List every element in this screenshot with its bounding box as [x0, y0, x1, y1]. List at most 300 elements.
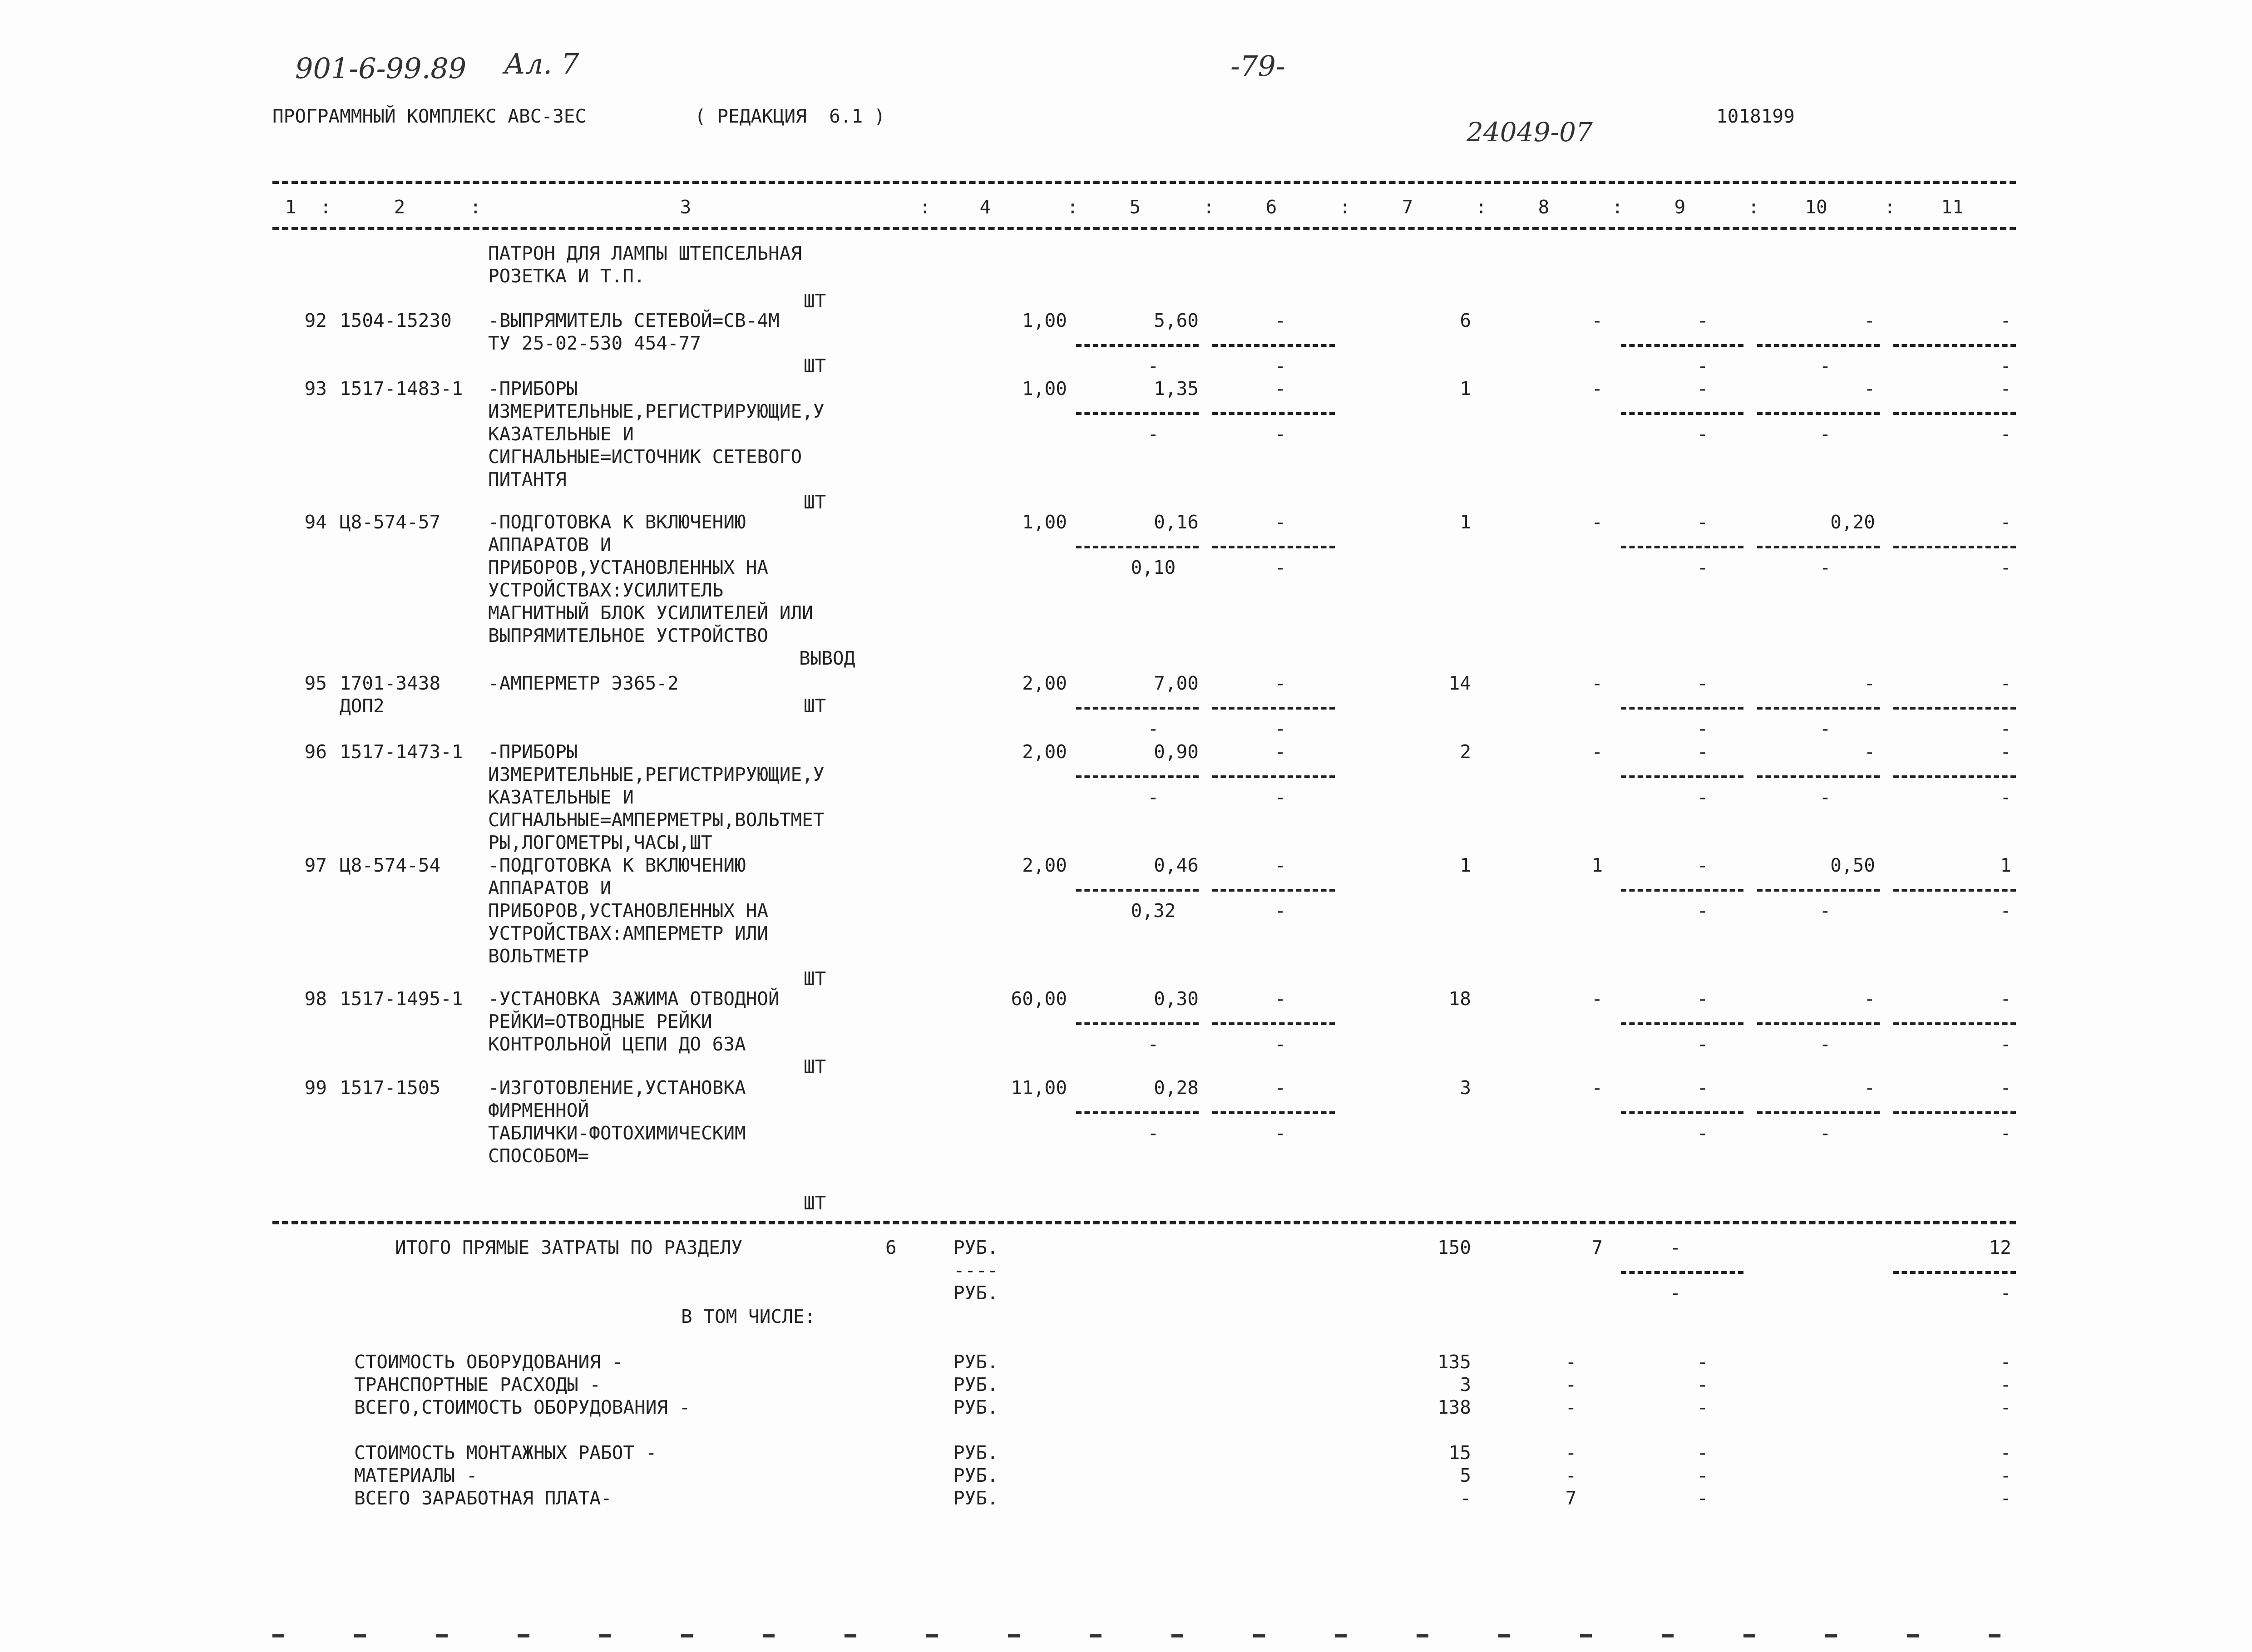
- col6-rule: [1212, 546, 1335, 548]
- perforation-mark: [1090, 1634, 1101, 1637]
- summary-col11: -: [2000, 1487, 2011, 1509]
- col11-cell: -: [2000, 310, 2011, 331]
- perforation-mark: [926, 1634, 938, 1637]
- total-col9-rule: [1621, 1271, 1743, 1274]
- summary-col11: -: [2000, 1374, 2011, 1396]
- column-separator: :: [470, 196, 481, 218]
- col5-cell: 1,35: [1154, 378, 1199, 399]
- col5-rule: [1076, 1022, 1199, 1025]
- col10-cell: -: [1864, 378, 1875, 399]
- summary-col9: -: [1697, 1374, 1709, 1396]
- perforation-mark: [1743, 1634, 1755, 1637]
- header-rule-bottom: [272, 227, 2016, 230]
- summary-col7: 135: [1437, 1351, 1471, 1373]
- col9-lower-cell: -: [1697, 1122, 1709, 1144]
- perforation-mark: [681, 1634, 693, 1637]
- column-separator: :: [1612, 196, 1623, 218]
- header-rule-top: [272, 181, 2016, 184]
- perforation-mark: [763, 1634, 775, 1637]
- unit-label: ШТ: [804, 968, 826, 990]
- row-code: 1517-1505: [340, 1077, 441, 1099]
- program-title: ПРОГРАММНЫЙ КОМПЛЕКС АВС-3ЕС: [272, 105, 587, 127]
- column-number-1: 1: [285, 196, 296, 218]
- col5-cell: 5,60: [1154, 310, 1199, 331]
- col9-rule: [1621, 1022, 1743, 1025]
- description-line: КАЗАТЕЛЬНЫЕ И: [488, 786, 634, 808]
- col7-cell: 1: [1460, 511, 1471, 533]
- col8-cell: 1: [1591, 854, 1603, 876]
- description-line: -ПОДГОТОВКА К ВКЛЮЧЕНИЮ: [488, 511, 746, 533]
- row-number: 97: [304, 854, 327, 876]
- col8-cell: -: [1591, 511, 1603, 533]
- perforation-mark: [1580, 1634, 1592, 1637]
- col10-cell: -: [1864, 310, 1875, 331]
- description-line: ВОЛЬТМЕТР: [488, 945, 589, 967]
- col9-lower-cell: -: [1697, 355, 1709, 377]
- col6-cell: -: [1274, 511, 1286, 533]
- col10-lower-cell: -: [1819, 557, 1831, 578]
- col10-rule: [1757, 546, 1880, 548]
- col11-cell: -: [2000, 378, 2011, 399]
- col11-lower-cell: -: [2000, 786, 2011, 808]
- column-number-9: 9: [1674, 196, 1686, 218]
- perforation-mark: [1662, 1634, 1674, 1637]
- col6-cell: -: [1274, 378, 1286, 399]
- qty-cell: 2,00: [1022, 672, 1067, 694]
- total-col8: 7: [1591, 1237, 1603, 1258]
- total-col11-lower: -: [2000, 1282, 2011, 1304]
- perforation-mark: [599, 1634, 611, 1637]
- description-line: ТАБЛИЧКИ-ФОТОХИМИЧЕСКИМ: [488, 1122, 746, 1144]
- col9-rule: [1621, 775, 1743, 778]
- description-line: ПРИБОРОВ,УСТАНОВЛЕННЫХ НА: [488, 557, 769, 578]
- col5-rule: [1076, 412, 1199, 415]
- col6-rule: [1212, 775, 1335, 778]
- description-line: ИЗМЕРИТЕЛЬНЫЕ,РЕГИСТРИРУЮЩИЕ,У: [488, 400, 825, 422]
- qty-cell: 2,00: [1022, 741, 1067, 763]
- col6-cell: -: [1274, 1077, 1286, 1099]
- total-col11-rule: [1893, 1271, 2016, 1274]
- col5-rule: [1076, 546, 1199, 548]
- total-currency-2: РУБ.: [953, 1282, 998, 1304]
- column-separator: :: [1067, 196, 1078, 218]
- col9-cell: -: [1697, 672, 1709, 694]
- summary-col11: -: [2000, 1351, 2011, 1373]
- col10-lower-cell: -: [1819, 1122, 1831, 1144]
- summary-col7: -: [1460, 1487, 1471, 1509]
- col9-cell: -: [1697, 854, 1709, 876]
- description-line: ТУ 25-02-530 454-77: [488, 332, 701, 354]
- qty-cell: 1,00: [1022, 511, 1067, 533]
- unit-label: ВЫВОД: [799, 647, 855, 669]
- total-col7: 150: [1437, 1237, 1471, 1258]
- col11-lower-cell: -: [2000, 718, 2011, 740]
- including-heading: В ТОМ ЧИСЛЕ:: [681, 1306, 816, 1327]
- perforation-mark: [436, 1634, 448, 1637]
- summary-col9: -: [1697, 1351, 1709, 1373]
- summary-col8: -: [1565, 1442, 1577, 1464]
- col9-cell: -: [1697, 378, 1709, 399]
- col8-cell: -: [1591, 988, 1603, 1010]
- col7-cell: 1: [1460, 378, 1471, 399]
- col11-cell: -: [2000, 741, 2011, 763]
- col5-lower-cell: -: [1147, 1033, 1159, 1055]
- description-line: ПИТАНТЯ: [488, 468, 567, 490]
- row-number: 94: [304, 511, 327, 533]
- column-number-5: 5: [1129, 196, 1141, 218]
- row-code: 1701-3438: [340, 672, 441, 694]
- perforation-mark: [1008, 1634, 1020, 1637]
- total-col9-lower: -: [1669, 1282, 1681, 1304]
- column-number-11: 11: [1941, 196, 1964, 218]
- col10-lower-cell: -: [1819, 900, 1831, 922]
- col11-rule: [1893, 707, 2016, 710]
- summary-currency: РУБ.: [953, 1351, 998, 1373]
- col11-rule: [1893, 775, 2016, 778]
- unit-label: ШТ: [804, 355, 826, 377]
- col6-lower-cell: -: [1274, 423, 1286, 445]
- perforation-mark: [1171, 1634, 1183, 1637]
- col9-cell: -: [1697, 310, 1709, 331]
- qty-cell: 11,00: [1011, 1077, 1067, 1099]
- col6-cell: -: [1274, 741, 1286, 763]
- col7-cell: 1: [1460, 854, 1471, 876]
- col11-lower-cell: -: [2000, 1033, 2011, 1055]
- summary-col8: -: [1565, 1396, 1577, 1418]
- col9-cell: -: [1697, 988, 1709, 1010]
- summary-currency: РУБ.: [953, 1442, 998, 1464]
- summary-col11: -: [2000, 1465, 2011, 1486]
- col6-cell: -: [1274, 854, 1286, 876]
- perforation-mark: [1989, 1634, 2000, 1637]
- summary-col9: -: [1697, 1442, 1709, 1464]
- col10-rule: [1757, 1111, 1880, 1114]
- column-separator: :: [1203, 196, 1215, 218]
- perforation-mark: [844, 1634, 856, 1637]
- col5-lower-cell: -: [1147, 423, 1159, 445]
- perforation-mark: [1825, 1634, 1837, 1637]
- column-separator: :: [1339, 196, 1351, 218]
- col7-cell: 6: [1460, 310, 1471, 331]
- qty-cell: 1,00: [1022, 310, 1067, 331]
- row-code-suffix: ДОП2: [340, 695, 385, 717]
- unit-label: ШТ: [804, 491, 826, 513]
- col6-lower-cell: -: [1274, 1033, 1286, 1055]
- description-line: -АМПЕРМЕТР Э365-2: [488, 672, 679, 694]
- perforation-mark: [1417, 1634, 1428, 1637]
- col6-rule: [1212, 707, 1335, 710]
- archive-stamp: 24049-07: [1467, 117, 1593, 148]
- col11-cell: -: [2000, 511, 2011, 533]
- description-line: АППАРАТОВ И: [488, 877, 612, 899]
- col10-cell: -: [1864, 988, 1875, 1010]
- summary-label: СТОИМОСТЬ МОНТАЖНЫХ РАБОТ -: [354, 1442, 657, 1464]
- col6-rule: [1212, 412, 1335, 415]
- col5-rule: [1076, 344, 1199, 347]
- perforation-mark: [1498, 1634, 1510, 1637]
- summary-col8: 7: [1565, 1487, 1577, 1509]
- col9-lower-cell: -: [1697, 718, 1709, 740]
- description-line: КОНТРОЛЬНОЙ ЦЕПИ ДО 63А: [488, 1033, 746, 1055]
- total-col9: -: [1669, 1237, 1681, 1258]
- col5-rule: [1076, 707, 1199, 710]
- col10-rule: [1757, 889, 1880, 892]
- col6-rule: [1212, 344, 1335, 347]
- col9-rule: [1621, 1111, 1743, 1114]
- description-line: СИГНАЛЬНЫЕ=ИСТОЧНИК СЕТЕВОГО: [488, 446, 802, 468]
- perforation-mark: [272, 1634, 284, 1637]
- qty-cell: 2,00: [1022, 854, 1067, 876]
- summary-col9: -: [1697, 1487, 1709, 1509]
- description-line: СПОСОБОМ=: [488, 1145, 589, 1167]
- col6-lower-cell: -: [1274, 557, 1286, 578]
- col5-lower-cell: -: [1147, 718, 1159, 740]
- col9-rule: [1621, 412, 1743, 415]
- description-line: -ИЗГОТОВЛЕНИЕ,УСТАНОВКА: [488, 1077, 746, 1099]
- col10-cell: -: [1864, 1077, 1875, 1099]
- description-line: -ПРИБОРЫ: [488, 741, 578, 763]
- column-number-4: 4: [979, 196, 991, 218]
- col11-rule: [1893, 1022, 2016, 1025]
- column-number-10: 10: [1805, 196, 1827, 218]
- col6-cell: -: [1274, 672, 1286, 694]
- description-line: ФИРМЕННОЙ: [488, 1100, 589, 1121]
- column-separator: :: [1748, 196, 1759, 218]
- col9-lower-cell: -: [1697, 557, 1709, 578]
- col6-cell: -: [1274, 310, 1286, 331]
- summary-label: ТРАНСПОРТНЫЕ РАСХОДЫ -: [354, 1374, 601, 1396]
- description-line: АППАРАТОВ И: [488, 534, 612, 556]
- summary-col8: -: [1565, 1351, 1577, 1373]
- col10-rule: [1757, 412, 1880, 415]
- unit-label: ШТ: [804, 290, 826, 312]
- col9-cell: -: [1697, 1077, 1709, 1099]
- perforation-mark: [1335, 1634, 1347, 1637]
- doc-reference: 901-6-99.89: [295, 52, 467, 85]
- description-line: КАЗАТЕЛЬНЫЕ И: [488, 423, 634, 445]
- col7-cell: 2: [1460, 741, 1471, 763]
- col11-lower-cell: -: [2000, 423, 2011, 445]
- col5-lower-cell: 0,32: [1131, 900, 1176, 922]
- summary-col9: -: [1697, 1465, 1709, 1486]
- col5-lower-cell: -: [1147, 1122, 1159, 1144]
- col6-rule: [1212, 889, 1335, 892]
- col9-lower-cell: -: [1697, 1033, 1709, 1055]
- description-line: -ВЫПРЯМИТЕЛЬ СЕТЕВОЙ=СВ-4М: [488, 310, 780, 331]
- perforation-mark: [518, 1634, 529, 1637]
- column-number-2: 2: [394, 196, 405, 218]
- row-code: Ц8-574-57: [340, 511, 441, 533]
- description-line: УСТРОЙСТВАХ:АМПЕРМЕТР ИЛИ: [488, 922, 769, 944]
- total-dashes: ----: [953, 1259, 998, 1281]
- summary-label: ВСЕГО ЗАРАБОТНАЯ ПЛАТА-: [354, 1487, 612, 1509]
- description-line: РЫ,ЛОГОМЕТРЫ,ЧАСЫ,ШТ: [488, 832, 712, 853]
- col9-lower-cell: -: [1697, 786, 1709, 808]
- column-number-7: 7: [1402, 196, 1413, 218]
- description-line: РЕЙКИ=ОТВОДНЫЕ РЕЙКИ: [488, 1011, 712, 1032]
- col8-cell: -: [1591, 378, 1603, 399]
- col9-cell: -: [1697, 741, 1709, 763]
- column-number-6: 6: [1265, 196, 1277, 218]
- col11-lower-cell: -: [2000, 1122, 2011, 1144]
- col9-cell: -: [1697, 511, 1709, 533]
- unit-label: ШТ: [804, 1056, 826, 1078]
- column-number-8: 8: [1538, 196, 1550, 218]
- col5-cell: 0,28: [1154, 1077, 1199, 1099]
- description-line: МАГНИТНЫЙ БЛОК УСИЛИТЕЛЕЙ ИЛИ: [488, 602, 813, 624]
- document-code: 1018199: [1716, 105, 1795, 127]
- summary-col11: -: [2000, 1396, 2011, 1418]
- col10-lower-cell: -: [1819, 718, 1831, 740]
- summary-col7: 5: [1460, 1465, 1471, 1486]
- col5-cell: 0,46: [1154, 854, 1199, 876]
- column-separator: :: [1476, 196, 1487, 218]
- col8-cell: -: [1591, 1077, 1603, 1099]
- col11-rule: [1893, 546, 2016, 548]
- row-number: 99: [304, 1077, 327, 1099]
- summary-col11: -: [2000, 1442, 2011, 1464]
- column-separator: :: [1884, 196, 1896, 218]
- description-line: -ПОДГОТОВКА К ВКЛЮЧЕНИЮ: [488, 854, 746, 876]
- perforation-mark: [1907, 1634, 1919, 1637]
- col9-lower-cell: -: [1697, 900, 1709, 922]
- total-section: 6: [885, 1237, 897, 1258]
- summary-label: СТОИМОСТЬ ОБОРУДОВАНИЯ -: [354, 1351, 623, 1373]
- col10-cell: -: [1864, 741, 1875, 763]
- col5-lower-cell: -: [1147, 355, 1159, 377]
- col11-lower-cell: -: [2000, 900, 2011, 922]
- col10-rule: [1757, 1022, 1880, 1025]
- summary-col7: 15: [1448, 1442, 1471, 1464]
- row-number: 98: [304, 988, 327, 1010]
- col10-lower-cell: -: [1819, 423, 1831, 445]
- total-col11: 12: [1989, 1237, 2011, 1258]
- row-number: 95: [304, 672, 327, 694]
- col11-cell: -: [2000, 988, 2011, 1010]
- col5-cell: 0,90: [1154, 741, 1199, 763]
- col11-cell: -: [2000, 672, 2011, 694]
- col7-cell: 14: [1448, 672, 1471, 694]
- description-line: ИЗМЕРИТЕЛЬНЫЕ,РЕГИСТРИРУЮЩИЕ,У: [488, 764, 825, 785]
- description-line: РОЗЕТКА И Т.П.: [488, 265, 645, 287]
- totals-rule: [272, 1221, 2016, 1224]
- col6-lower-cell: -: [1274, 900, 1286, 922]
- summary-col8: -: [1565, 1465, 1577, 1486]
- summary-currency: РУБ.: [953, 1396, 998, 1418]
- col10-lower-cell: -: [1819, 1033, 1831, 1055]
- description-line: ПАТРОН ДЛЯ ЛАМПЫ ШТЕПСЕЛЬНАЯ: [488, 242, 802, 264]
- col6-rule: [1212, 1111, 1335, 1114]
- summary-col9: -: [1697, 1396, 1709, 1418]
- col5-lower-cell: 0,10: [1131, 557, 1176, 578]
- col10-lower-cell: -: [1819, 355, 1831, 377]
- col9-rule: [1621, 344, 1743, 347]
- col10-cell: 0,50: [1830, 854, 1875, 876]
- col10-rule: [1757, 344, 1880, 347]
- col9-rule: [1621, 546, 1743, 548]
- col11-rule: [1893, 1111, 2016, 1114]
- row-number: 96: [304, 741, 327, 763]
- col9-rule: [1621, 889, 1743, 892]
- col11-lower-cell: -: [2000, 557, 2011, 578]
- description-line: -УСТАНОВКА ЗАЖИМА ОТВОДНОЙ: [488, 988, 780, 1010]
- col5-rule: [1076, 775, 1199, 778]
- col9-rule: [1621, 707, 1743, 710]
- description-line: СИГНАЛЬНЫЕ=АМПЕРМЕТРЫ,ВОЛЬТМЕТ: [488, 809, 825, 831]
- row-code: 1517-1495-1: [340, 988, 463, 1010]
- col7-cell: 18: [1448, 988, 1471, 1010]
- col5-rule: [1076, 889, 1199, 892]
- col11-lower-cell: -: [2000, 355, 2011, 377]
- unit-label: ШТ: [804, 695, 826, 717]
- col5-rule: [1076, 1111, 1199, 1114]
- summary-label: ВСЕГО,СТОИМОСТЬ ОБОРУДОВАНИЯ -: [354, 1396, 691, 1418]
- col10-cell: 0,20: [1830, 511, 1875, 533]
- col10-rule: [1757, 775, 1880, 778]
- col9-lower-cell: -: [1697, 423, 1709, 445]
- perforation-mark: [1253, 1634, 1265, 1637]
- column-separator: :: [919, 196, 931, 218]
- summary-col7: 138: [1437, 1396, 1471, 1418]
- col10-cell: -: [1864, 672, 1875, 694]
- sheet-number: Ал. 7: [504, 47, 579, 80]
- row-number: 92: [304, 310, 327, 331]
- col11-rule: [1893, 412, 2016, 415]
- qty-cell: 1,00: [1022, 378, 1067, 399]
- summary-label: МАТЕРИАЛЫ -: [354, 1465, 478, 1486]
- col5-cell: 7,00: [1154, 672, 1199, 694]
- description-line: ПРИБОРОВ,УСТАНОВЛЕННЫХ НА: [488, 900, 769, 922]
- col6-rule: [1212, 1022, 1335, 1025]
- summary-currency: РУБ.: [953, 1487, 998, 1509]
- col8-cell: -: [1591, 672, 1603, 694]
- col7-cell: 3: [1460, 1077, 1471, 1099]
- col5-lower-cell: -: [1147, 786, 1159, 808]
- summary-col8: -: [1565, 1374, 1577, 1396]
- column-number-3: 3: [680, 196, 691, 218]
- total-currency: РУБ.: [953, 1237, 998, 1258]
- col6-lower-cell: -: [1274, 786, 1286, 808]
- program-edition: ( РЕДАКЦИЯ 6.1 ): [695, 105, 885, 127]
- col11-rule: [1893, 889, 2016, 892]
- summary-currency: РУБ.: [953, 1374, 998, 1396]
- summary-currency: РУБ.: [953, 1465, 998, 1486]
- qty-cell: 60,00: [1011, 988, 1067, 1010]
- col11-rule: [1893, 344, 2016, 347]
- description-line: ВЫПРЯМИТЕЛЬНОЕ УСТРОЙСТВО: [488, 625, 769, 646]
- col10-lower-cell: -: [1819, 786, 1831, 808]
- col8-cell: -: [1591, 310, 1603, 331]
- col6-cell: -: [1274, 988, 1286, 1010]
- unit-label: ШТ: [804, 1192, 826, 1214]
- row-code: 1504-15230: [340, 310, 452, 331]
- total-label: ИТОГО ПРЯМЫЕ ЗАТРАТЫ ПО РАЗДЕЛУ: [395, 1237, 743, 1258]
- page-number: -79-: [1230, 49, 1285, 83]
- description-line: УСТРОЙСТВАХ:УСИЛИТЕЛЬ: [488, 579, 724, 601]
- col8-cell: -: [1591, 741, 1603, 763]
- row-code: 1517-1483-1: [340, 378, 463, 399]
- description-line: -ПРИБОРЫ: [488, 378, 578, 399]
- col6-lower-cell: -: [1274, 1122, 1286, 1144]
- col5-cell: 0,30: [1154, 988, 1199, 1010]
- row-code: Ц8-574-54: [340, 854, 441, 876]
- col5-cell: 0,16: [1154, 511, 1199, 533]
- col10-rule: [1757, 707, 1880, 710]
- col6-lower-cell: -: [1274, 718, 1286, 740]
- col6-lower-cell: -: [1274, 355, 1286, 377]
- row-code: 1517-1473-1: [340, 741, 463, 763]
- perforation-mark: [354, 1634, 366, 1637]
